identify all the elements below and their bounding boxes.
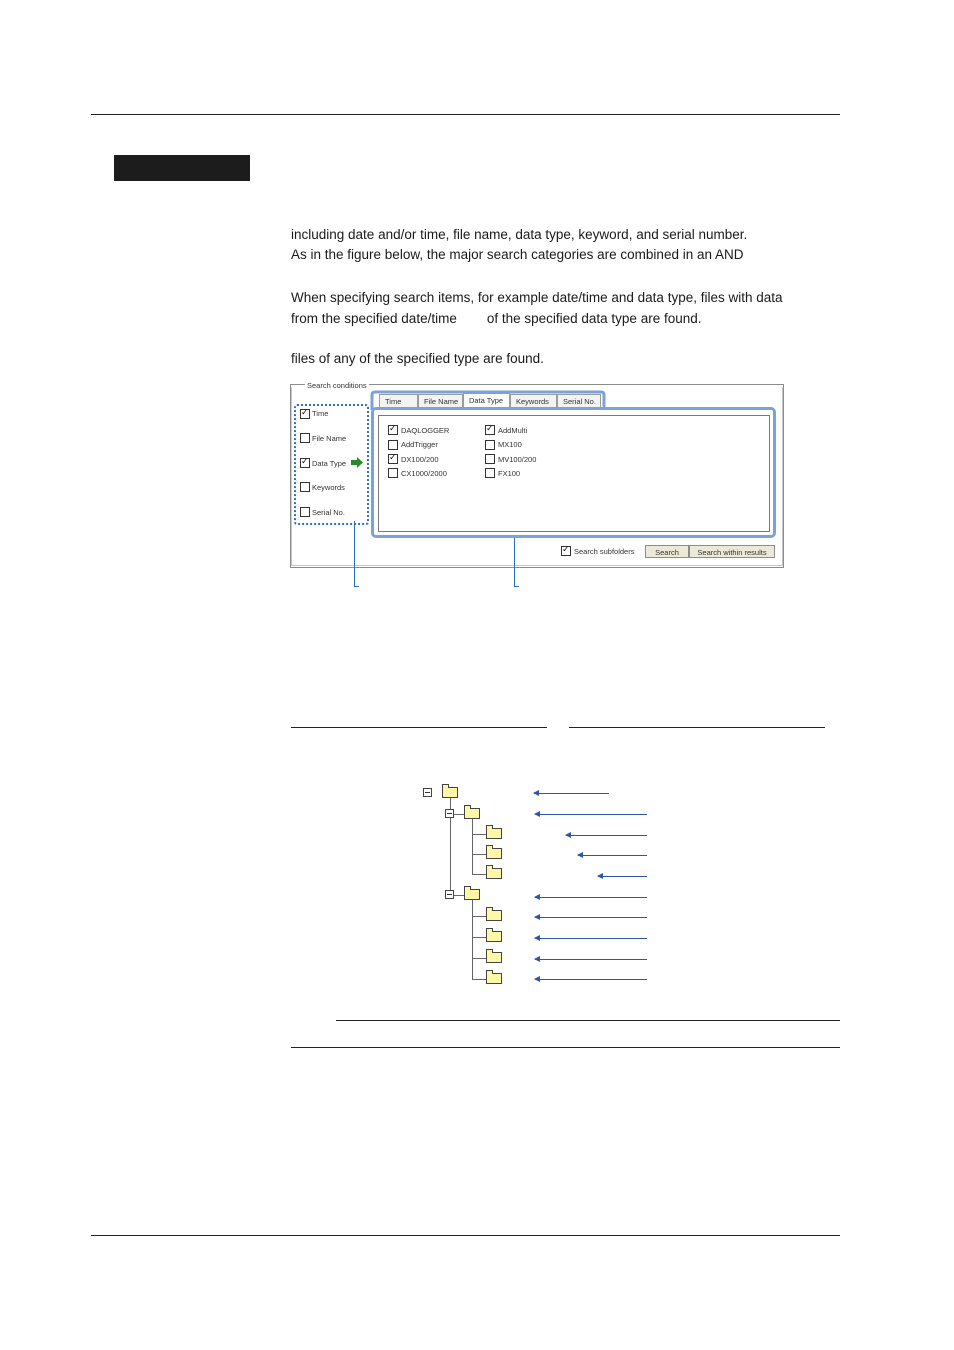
type-dx100-checkbox[interactable]	[388, 454, 398, 464]
category-filename-checkbox[interactable]	[300, 433, 310, 443]
type-mv100-label: MV100/200	[498, 455, 537, 464]
folder-icon	[486, 828, 502, 839]
footer-rule	[91, 1235, 840, 1236]
paragraph-line-4: from the specified date/time of the specified data type are found.	[291, 311, 702, 326]
category-time-label: Time	[312, 409, 329, 418]
arrow-right-icon	[351, 457, 364, 468]
tree-line	[472, 958, 486, 959]
callout-line-categories-v	[354, 521, 355, 587]
table-header-rule-right	[569, 727, 825, 728]
type-daqlogger-checkbox[interactable]	[388, 425, 398, 435]
note-rule-top	[336, 1020, 840, 1021]
type-cx1000-checkbox[interactable]	[388, 468, 398, 478]
folder-icon	[442, 787, 458, 798]
tree-line	[472, 834, 486, 835]
tab-file-name[interactable]: File Name	[418, 394, 463, 408]
search-subfolders-checkbox[interactable]	[561, 546, 571, 556]
collapse-toggle-icon[interactable]	[423, 788, 432, 797]
folder-icon	[486, 868, 502, 879]
category-serialno-checkbox[interactable]	[300, 507, 310, 517]
folder-icon	[486, 910, 502, 921]
callout-line-tabs-v	[514, 538, 515, 587]
callout-line-categories-h	[354, 586, 359, 587]
tree-line	[472, 854, 486, 855]
arrow-left-icon	[566, 835, 647, 836]
arrow-left-icon	[535, 917, 647, 918]
tree-line	[472, 819, 473, 874]
category-keywords-checkbox[interactable]	[300, 482, 310, 492]
folder-icon	[486, 848, 502, 859]
category-time-checkbox[interactable]	[300, 409, 310, 419]
arrow-left-icon	[535, 959, 647, 960]
category-datatype-label: Data Type	[312, 459, 347, 468]
collapse-toggle-icon[interactable]	[445, 809, 454, 818]
type-mx100-checkbox[interactable]	[485, 440, 495, 450]
tree-line	[472, 900, 473, 979]
arrow-left-icon	[535, 897, 647, 898]
type-addmulti-label: AddMulti	[498, 426, 528, 435]
type-mx100-label: MX100	[498, 440, 522, 449]
folder-icon	[486, 931, 502, 942]
arrow-left-icon	[535, 938, 647, 939]
tree-line	[472, 979, 486, 980]
type-addtrigger-checkbox[interactable]	[388, 440, 398, 450]
paragraph-line-3: When specifying search items, for example date/time and data type, files with data	[291, 290, 783, 305]
category-keywords-label: Keywords	[312, 483, 345, 492]
arrow-left-icon	[535, 814, 647, 815]
table-header-rule-left	[291, 727, 547, 728]
type-addmulti-checkbox[interactable]	[485, 425, 495, 435]
paragraph-line-1: including date and/or time, file name, data type, keyword, and serial number.	[291, 227, 748, 242]
note-rule-bottom	[291, 1047, 840, 1048]
header-rule	[91, 114, 840, 115]
type-dx100-label: DX100/200	[401, 455, 439, 464]
folder-icon	[464, 808, 480, 819]
tree-line	[472, 916, 486, 917]
category-serialno-label: Serial No.	[312, 508, 345, 517]
collapse-toggle-icon[interactable]	[445, 890, 454, 899]
type-mv100-checkbox[interactable]	[485, 454, 495, 464]
folder-icon	[464, 889, 480, 900]
type-cx1000-label: CX1000/2000	[401, 469, 447, 478]
arrow-left-icon	[598, 876, 647, 877]
search-within-results-button[interactable]: Search within results	[689, 545, 775, 558]
type-daqlogger-label: DAQLOGGER	[401, 426, 450, 435]
type-fx100-label: FX100	[498, 469, 521, 478]
paragraph-line-5: files of any of the specified type are found.	[291, 351, 544, 366]
arrow-left-icon	[534, 793, 609, 794]
section-heading-block	[114, 155, 250, 181]
tree-line	[472, 874, 486, 875]
category-filename-label: File Name	[312, 434, 347, 443]
search-subfolders-label: Search subfolders	[574, 547, 635, 556]
tree-line	[472, 937, 486, 938]
folder-icon	[486, 973, 502, 984]
search-conditions-title: Search conditions	[307, 381, 367, 390]
category-datatype-checkbox[interactable]	[300, 458, 310, 468]
arrow-left-icon	[578, 855, 647, 856]
paragraph-line-2: As in the figure below, the major search categories are combined in an AND	[291, 247, 744, 262]
tab-keywords[interactable]: Keywords	[510, 394, 557, 408]
callout-line-tabs-h	[514, 586, 519, 587]
type-fx100-checkbox[interactable]	[485, 468, 495, 478]
arrow-left-icon	[535, 979, 647, 980]
search-button[interactable]: Search	[645, 545, 689, 558]
folder-icon	[486, 952, 502, 963]
tab-strip-highlight	[368, 390, 608, 412]
tab-serial-no[interactable]: Serial No.	[557, 394, 601, 408]
tab-time[interactable]: Time	[379, 394, 418, 408]
tab-data-type[interactable]: Data Type	[463, 393, 510, 409]
type-addtrigger-label: AddTrigger	[401, 440, 438, 449]
